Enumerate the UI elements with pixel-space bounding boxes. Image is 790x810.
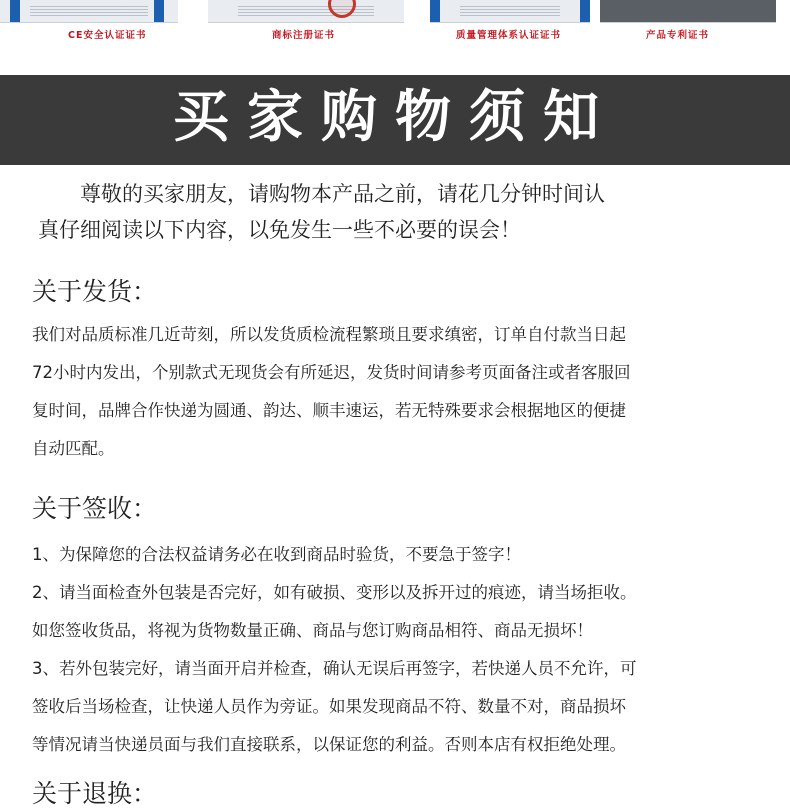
signing-line: 2、请当面检查外包装是否完好，如有破损、变形以及拆开过的痕迹，请当场拒收。 [32,583,637,602]
signing-line: 签收后当场检查，让快递人员作为旁证。如果发现商品不符、数量不对，商品损坏 [32,697,626,716]
certificate-image-quality [430,0,590,23]
shipping-line: 自动匹配。 [32,439,115,458]
certificate-label-ce: CE安全认证证书 [68,30,147,41]
certificate-image-ce [0,0,178,23]
signing-line: 3、若外包装完好，请当面开启并检查，确认无误后再签字，若快递人员不允许，可 [32,659,637,678]
certificate-strip [0,0,790,48]
certificate-image-trademark [208,0,404,23]
shipping-line: 72小时内发出，个别款式无现货会有所延迟，发货时间请参考页面备注或者客服回 [32,363,631,382]
shipping-line: 复时间，品牌合作快递为圆通、韵达、顺丰速运，若无特殊要求会根据地区的便捷 [32,401,626,420]
signing-line: 等情况请当快递员面与我们直接联系，以保证您的利益。否则本店有权拒绝处理。 [32,735,626,754]
certificate-image-patent [600,0,776,23]
certificate-label-patent: 产品专利证书 [646,30,710,41]
certificate-label-trademark: 商标注册证书 [272,30,336,41]
intro-line-2: 真仔细阅读以下内容，以免发生一些不必要的误会！ [38,218,521,242]
signing-line: 如您签收货品，将视为货物数量正确、商品与您订购商品相符、商品无损坏！ [32,621,593,640]
banner-title: 买家购物须知 [173,85,617,150]
returns-heading: 关于退换： [32,779,158,808]
shipping-paragraph [32,316,772,468]
certificate-label-quality: 质量管理体系认证证书 [456,30,562,41]
intro-text [34,176,764,248]
signing-heading: 关于签收： [32,494,158,523]
notice-banner [0,75,790,165]
intro-line-1: 尊敬的买家朋友，请购物本产品之前，请花几分钟时间认 [80,182,605,206]
shipping-heading: 关于发货： [32,277,158,306]
shipping-line: 我们对品质标准几近苛刻，所以发货质检流程繁琐且要求缜密，订单自付款当日起 [32,325,626,344]
signing-paragraph [32,536,772,764]
signing-line: 1、为保障您的合法权益请务必在收到商品时验货，不要急于签字！ [32,545,521,564]
